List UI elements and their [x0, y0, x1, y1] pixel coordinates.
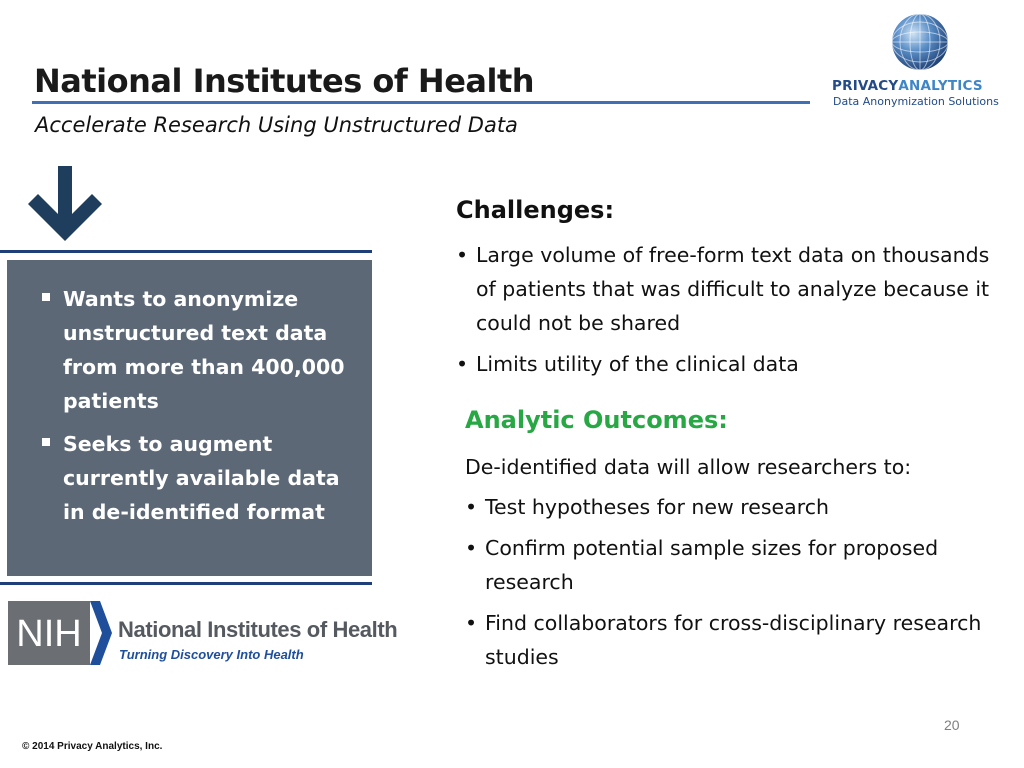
outcome-item: • Test hypotheses for new research [465, 490, 1010, 524]
outcome-item: • Find collaborators for cross-disciplinary research studies [465, 606, 1010, 674]
slide-title: National Institutes of Health [34, 62, 535, 100]
square-bullet-icon [42, 293, 50, 301]
brand-tagline: Data Anonymization Solutions [833, 95, 999, 108]
privacy-analytics-logo [832, 10, 1012, 110]
outcomes-list [465, 490, 1010, 681]
nih-badge-icon [8, 601, 112, 665]
slide-subtitle: Accelerate Research Using Unstructured Data [35, 113, 518, 137]
nih-abbr: NIH [16, 613, 82, 655]
outcomes-heading: Analytic Outcomes: [465, 406, 728, 434]
copyright: © 2014 Privacy Analytics, Inc. [22, 741, 163, 752]
nih-name: National Institutes of Health [118, 617, 398, 642]
context-item: Seeks to augment currently available data in de-identified format [39, 427, 354, 529]
context-panel [7, 260, 372, 576]
outcomes-intro: De-identified data will allow researchers to: [465, 455, 912, 479]
nih-tagline: Turning Discovery Into Health [119, 647, 304, 662]
challenge-item: • Limits utility of the clinical data [456, 347, 996, 381]
outcome-item: • Confirm potential sample sizes for proposed research [465, 531, 1010, 599]
page-number: 20 [944, 717, 960, 733]
nih-logo [8, 601, 438, 665]
panel-top-rule [0, 250, 372, 253]
brand-name: PRIVACYANALYTICS [832, 78, 983, 94]
challenges-heading: Challenges: [456, 196, 615, 224]
panel-bottom-rule [0, 582, 372, 585]
context-list [7, 260, 372, 529]
challenges-list [456, 238, 996, 388]
title-underline [32, 101, 810, 104]
globe-icon [890, 12, 950, 72]
down-arrow-icon [28, 166, 102, 250]
challenge-item: • Large volume of free-form text data on thousands of patients that was difficult to analyze because it could not be shared [456, 238, 996, 340]
square-bullet-icon [42, 438, 50, 446]
context-item: Wants to anonymize unstructured text data from more than 400,000 patients [39, 282, 354, 418]
